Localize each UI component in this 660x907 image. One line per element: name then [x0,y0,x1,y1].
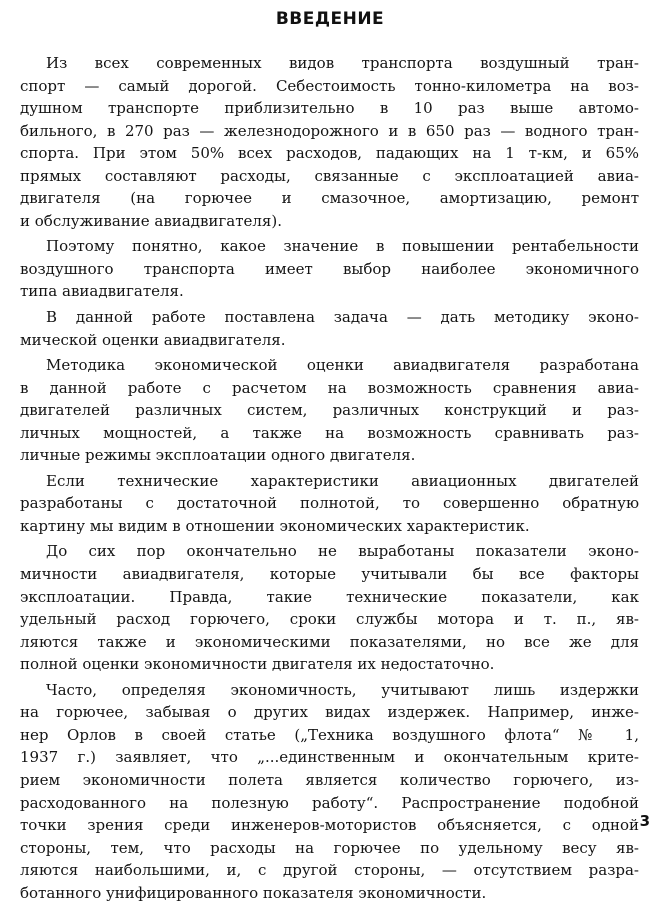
text-line: До сих пор окончательно не выработаны показатели эконо- [46,542,639,561]
page-title: ВВЕДЕНИЕ [275,9,385,29]
text-line: расходованного на полезную работу“. Распространение подобной [20,793,639,812]
body-text [20,52,639,907]
paragraph [20,679,639,904]
text-line: полной оценки экономичности двигателя их недостаточно. [20,655,495,674]
paragraph [20,52,639,232]
text-line: разработаны с достаточной полнотой, то совершенно обратную [20,494,639,513]
text-line: типа авиадвигателя. [20,282,184,301]
text-line: мической оценки авиадвигателя. [20,330,286,349]
text-line: воздушного транспорта имеет выбор наиболее экономичного [20,259,639,278]
paragraph [20,540,639,675]
text-line: эксплоатации. Правда, такие технические показатели, как [20,587,639,606]
text-line: ботанного унифицированного показателя экономичности. [20,883,487,902]
text-line: ляются наибольшими, и, с другой стороны, — отсутствием разра- [20,861,639,880]
text-line: Поэтому понятно, какое значение в повышении рентабельности [46,237,639,256]
paragraph [20,470,639,538]
text-line: удельный расход горючего, сроки службы мотора и т. п., яв- [20,610,639,629]
text-line: картину мы видим в отношении экономических характеристик. [20,516,530,535]
page-number: 3 [639,812,650,830]
text-line: личных мощностей, а также на возможность сравнивать раз- [20,423,639,442]
text-line: прямых составляют расходы, связанные с эксплоатацией авиа- [20,166,639,185]
text-line: спорт — самый дорогой. Себестоимость тонно-километра на воз- [20,76,639,95]
text-line: душном транспорте приблизительно в 10 раз выше автомо- [20,99,639,118]
text-line: В данной работе поставлена задача — дать методику эконо- [46,308,639,327]
paragraph [20,235,639,303]
text-line: стороны, тем, что расходы на горючее по удельному весу яв- [20,838,639,857]
text-line: ляются также и экономическими показателями, но все же для [20,632,639,651]
text-line: двигателя (на горючее и смазочное, амортизацию, ремонт [20,189,639,208]
text-line: на горючее, забывая о других видах издержек. Например, инже- [20,703,639,722]
text-line: в данной работе с расчетом на возможность сравнения авиа- [20,378,639,397]
paragraph [20,354,639,467]
text-line: личные режимы эксплоатации одного двигателя. [20,446,416,465]
text-line: рием экономичности полета является количество горючего, из- [20,770,639,789]
paragraph [20,306,639,351]
text-line: спорта. При этом 50% всех расходов, падающих на 1 т-км, и 65% [20,144,639,163]
text-line: точки зрения среди инженеров-мотористов объясняется, с одной [20,816,639,835]
text-line: Методика экономической оценки авиадвигателя разработана [46,356,639,375]
text-line: 1937 г.) заявляет, что „...единственным и окончательным крите- [20,748,639,767]
text-line: нер Орлов в своей статье („Техника воздушного флота“ № 1, [20,725,639,744]
text-line: Из всех современных видов транспорта воздушный тран- [46,54,639,72]
text-line: Часто, определяя экономичность, учитывают лишь издержки [46,680,639,699]
text-line: и обслуживание авиадвигателя). [20,211,283,230]
text-line: Если технические характеристики авиационных двигателей [46,471,639,490]
text-line: мичности авиадвигателя, которые учитывали бы все факторы [20,565,639,584]
text-line: бильного, в 270 раз — железнодорожного и в 650 раз — водного тран- [20,121,639,140]
text-line: двигателей различных систем, различных конструкций и раз- [20,401,639,420]
